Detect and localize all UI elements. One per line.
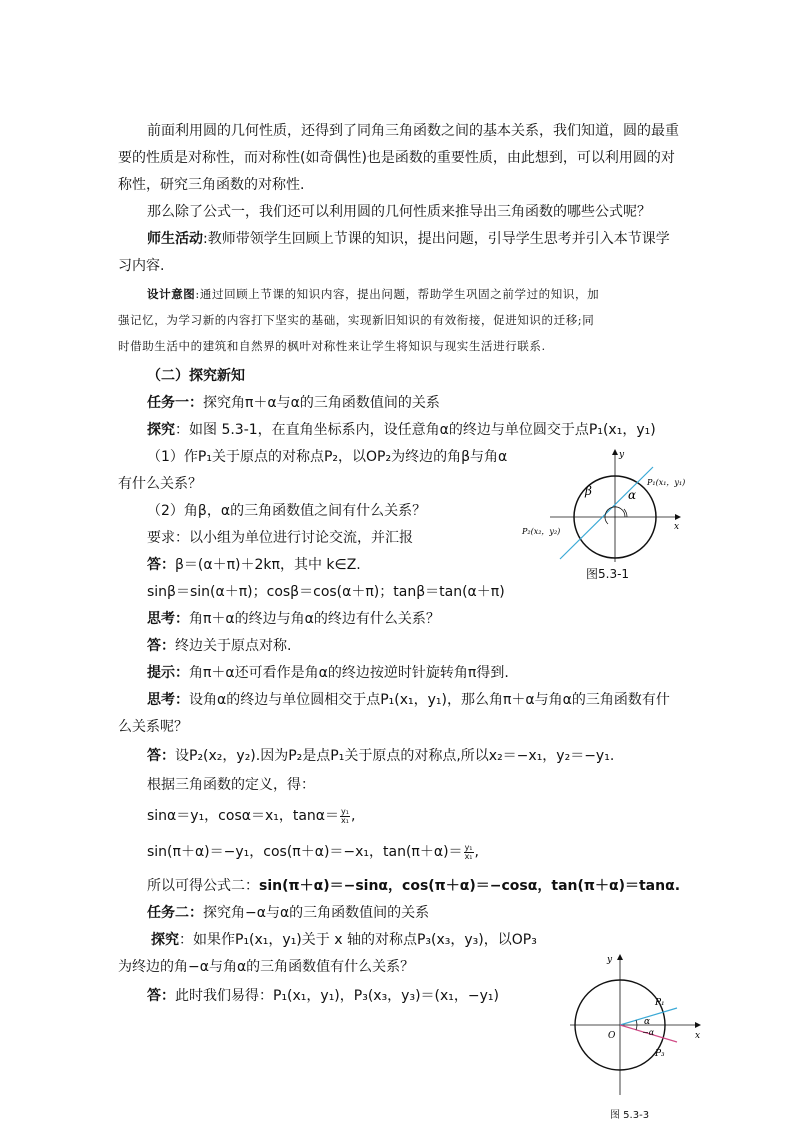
fraction-y1-over-x1 — [340, 808, 350, 825]
hint — [147, 663, 509, 683]
formula1-text: sinα＝y₁，cosα＝x₁，tanα＝ — [147, 808, 340, 824]
fig1-x-arrow — [675, 514, 681, 520]
answer1-text: β＝(α＋π)＋2kπ，其中 k∈Z. — [175, 557, 361, 573]
section-heading: （二）探究新知 — [147, 368, 245, 384]
fig2-alpha-arc — [636, 1020, 637, 1025]
fraction-numerator: y₁ — [341, 806, 349, 816]
think2-text: 设角α的终边与单位圆相交于点P₁(x₁，y₁)，那么角π＋α与角α的三角函数有什 — [189, 692, 670, 708]
think2-line-1 — [147, 690, 670, 710]
intro-line-2: 要的性质是对称性，而对称性(如奇偶性)也是函数的重要性质，由此想到，可以利用圆的对 — [118, 150, 675, 166]
fig2-label-o: O — [608, 1031, 616, 1041]
think2-label: 思考： — [147, 692, 189, 708]
intro-line-3: 称性，研究三角函数的对称性. — [118, 177, 305, 193]
fig2-label-p1: P₁ — [655, 998, 665, 1008]
task1-text: 探究角π＋α与α的三角函数值间的关系 — [203, 395, 440, 411]
answer4-label: 答： — [147, 988, 175, 1004]
formula-line-2: sin(π＋α)＝−y₁，cos(π＋α)＝−x₁，tan(π＋α)＝ $\frac{\text{y₁}}{\text{x₁}}$ , — [147, 842, 479, 861]
question1-line-1: （1）作P₁关于原点的对称点P₂，以OP₂为终边的角β与角α — [147, 449, 508, 465]
design-label: 设计意图 — [147, 287, 196, 301]
answer4 — [147, 986, 499, 1006]
task2-label: 任务二： — [147, 905, 203, 921]
figure-5-3-3 — [545, 950, 705, 1100]
fig1-label-beta: β — [585, 484, 592, 498]
design-text: :通过回顾上节课的知识内容，提出问题，帮助学生巩固之前学过的知识，加 — [195, 287, 600, 301]
fig1-label-y: y — [619, 450, 625, 460]
task2 — [147, 903, 429, 923]
fig2-x-arrow — [695, 1022, 701, 1028]
hint-label: 提示： — [147, 665, 189, 681]
answer3-label: 答： — [147, 748, 175, 764]
answer2-label: 答： — [147, 638, 175, 654]
fraction-denominator: x₁ — [341, 815, 349, 825]
question1-line-2: 有什么关系？ — [118, 476, 202, 492]
fig1-label-alpha: α — [628, 488, 637, 502]
activity-line-1 — [147, 229, 670, 249]
fig2-label-alpha: α — [644, 1017, 651, 1027]
fraction-numerator-2: y₁ — [464, 842, 473, 852]
design-line-2: 强记忆，为学习新的内容打下坚实的基础，实现新旧知识的有效衔接，促进知识的迁移;同 — [118, 313, 595, 327]
answer2 — [147, 636, 291, 656]
fig2-label-p3: P₃ — [655, 1049, 665, 1059]
answer1-label: 答： — [147, 557, 175, 573]
fig1-label-x: x — [674, 522, 680, 532]
activity-line-2: 习内容. — [118, 258, 165, 274]
answer1-formulas: sinβ＝sin(α＋π)；cosβ＝cos(α＋π)；tanβ＝tan(α＋π) — [147, 584, 505, 600]
formula-two-line — [147, 876, 680, 896]
fig2-label-x: x — [695, 1031, 701, 1041]
fig1-label-p1: P₁(x₁，y₁) — [647, 478, 686, 487]
answer3 — [147, 746, 614, 766]
answer4-text: 此时我们易得：P₁(x₁，y₁)，P₃(x₃，y₃)＝(x₁，−y₁) — [175, 988, 499, 1004]
design-line-1 — [147, 284, 599, 304]
fig1-label-p2: P₂(x₂，y₂) — [522, 527, 561, 536]
hint-text: 角π＋α还可看作是角α的终边按逆时针旋转角π得到. — [189, 665, 509, 681]
intro-line-1: 前面利用圆的几何性质，还得到了同角三角函数之间的基本关系，我们知道，圆的最重 — [147, 123, 679, 139]
think1 — [147, 609, 440, 629]
design-line-3: 时借助生活中的建筑和自然界的枫叶对称性来让学生将知识与现实生活进行联系. — [118, 339, 546, 353]
explore1 — [147, 420, 656, 440]
formula2-text: sin(π＋α)＝−y₁，cos(π＋α)＝−x₁，tan(π＋α)＝ — [147, 844, 463, 860]
fig2-label-y: y — [607, 955, 613, 965]
fig2-label-neg-alpha: −α — [642, 1028, 655, 1037]
explore2-label: 探究 — [151, 932, 179, 948]
explore-text: ：如图 5.3-1，在直角坐标系内，设任意角α的终边与单位圆交于点P₁(x₁，y₁) — [175, 422, 656, 438]
explore2-line-2: 为终边的角−α与角α的三角函数值有什么关系？ — [118, 959, 415, 975]
fraction-denominator-2: x₁ — [464, 851, 473, 861]
figure-5-3-1 — [520, 447, 710, 562]
activity-text: :教师带领学生回顾上节课的知识，提出问题，引导学生思考并引入本节课学 — [203, 231, 670, 247]
fig2-y-arrow — [617, 954, 623, 960]
think1-text: 角π＋α的终边与角α的终边有什么关系？ — [189, 611, 440, 627]
fig2-neg-alpha-arc — [636, 1025, 637, 1030]
task1 — [147, 393, 440, 413]
task2-text: 探究角−α与α的三角函数值间的关系 — [203, 905, 430, 921]
answer3-text: 设P₂(x₂，y₂).因为P₂是点P₁关于原点的对称点,所以x₂＝−x₁，y₂＝−y₁. — [175, 748, 615, 764]
definition-line: 根据三角函数的定义，得： — [147, 777, 315, 793]
formula-two-prefix: 所以可得公式二： — [147, 878, 259, 894]
think1-label: 思考： — [147, 611, 189, 627]
activity-label: 师生活动 — [147, 231, 203, 247]
question2: （2）角β，α的三角函数值之间有什么关系？ — [147, 503, 427, 519]
figure-5-3-1-caption: 图5.3-1 — [586, 567, 630, 581]
answer2-text: 终边关于原点对称. — [175, 638, 292, 654]
formula-two: sin(π＋α)＝−sinα，cos(π＋α)＝−cosα，tan(π＋α)＝tanα. — [259, 878, 681, 894]
task1-label: 任务一： — [147, 395, 203, 411]
explore2-line-1 — [151, 930, 537, 950]
think2-line-2: 么关系呢？ — [118, 719, 188, 735]
fraction-y1-over-x1-2 — [464, 844, 474, 861]
explore-label: 探究 — [147, 422, 175, 438]
fig1-y-arrow — [612, 449, 618, 455]
requirement: 要求：以小组为单位进行讨论交流，并汇报 — [147, 530, 413, 546]
figure-5-3-3-caption: 图 5.3-3 — [610, 1110, 650, 1121]
formula-line-1: sinα＝y₁，cosα＝x₁，tanα＝ $\frac{\text{y₁}}{\text{x₁}}$ , — [147, 806, 356, 825]
answer1 — [147, 555, 361, 575]
explore2-text: ：如果作P₁(x₁，y₁)关于 x 轴的对称点P₃(x₃，y₃)，以OP₃ — [179, 932, 537, 948]
intro-question: 那么除了公式一，我们还可以利用圆的几何性质来推导出三角函数的哪些公式呢？ — [147, 204, 651, 220]
